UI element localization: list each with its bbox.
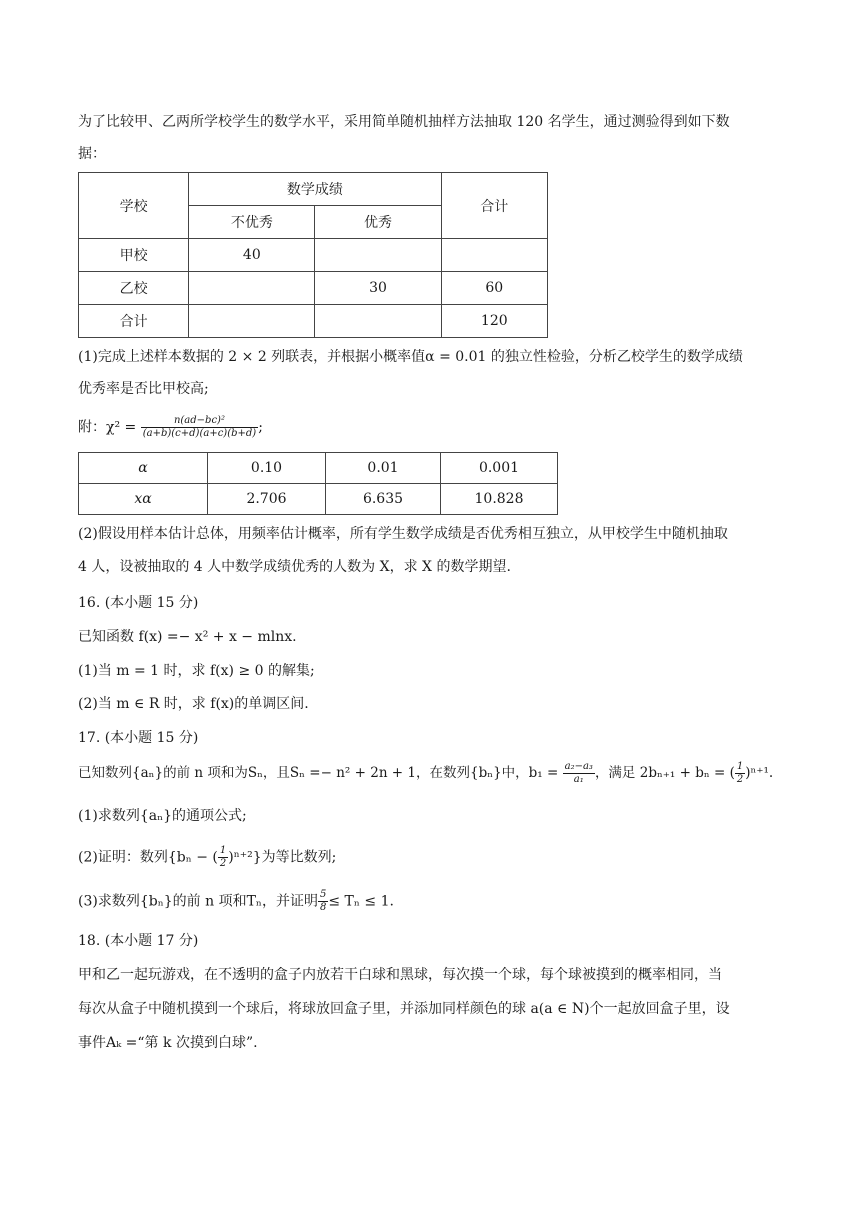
- five-eighths-fraction: [318, 889, 328, 914]
- q17-title: 17. (本小题 15 分): [78, 730, 199, 746]
- q17-part2-b: )ⁿ⁺²}为等比数列;: [228, 849, 337, 866]
- fraction-denominator: 8: [319, 902, 327, 913]
- table-row: [79, 305, 548, 338]
- fraction-numerator: a₂−a₃: [564, 761, 593, 772]
- table-row: [79, 453, 558, 484]
- q17-stem: [78, 761, 786, 786]
- cell-not-excellent: [189, 272, 315, 305]
- q15-appendix-formula: [78, 415, 786, 440]
- fraction-numerator: n(ad−bc)²: [141, 415, 258, 428]
- cell-excellent: 30: [315, 272, 441, 305]
- row-label: 甲校: [79, 239, 189, 272]
- b1-fraction: [563, 761, 595, 786]
- q17-part3-a: (3)求数列{bₙ}的前 n 项和Tₙ，并证明: [78, 893, 318, 910]
- sub-header-not-excellent: 不优秀: [189, 206, 315, 239]
- table-cell: 0.001: [441, 453, 558, 484]
- q18-title: 18. (本小题 17 分): [78, 933, 199, 949]
- fraction-numerator: 5: [319, 889, 327, 900]
- table-cell: 6.635: [326, 484, 441, 515]
- appendix-prefix: 附：χ² =: [78, 419, 137, 436]
- cell-not-excellent: 40: [189, 239, 315, 272]
- contingency-table: [78, 172, 548, 338]
- header-math-score: 数学成绩: [189, 173, 441, 206]
- q16-part2: (2)当 m ∈ R 时，求 f(x)的单调区间.: [78, 696, 309, 712]
- q17-stem-part-c: )ⁿ⁺¹.: [745, 765, 774, 781]
- critical-value-table: [78, 452, 558, 515]
- q15-part2-line1: (2)假设用样本估计总体，用频率估计概率，所有学生数学成绩是否优秀相互独立，从甲校学生中随机抽取: [78, 526, 728, 542]
- q18-line2: 每次从盒子中随机摸到一个球后，将球放回盒子里，并添加同样颜色的球 a(a ∈ N)个一起放回盒子里，设: [78, 1001, 730, 1017]
- q16-stem: 已知函数 f(x) =− x² + x − mlnx.: [78, 629, 297, 645]
- q17-part1: (1)求数列{aₙ}的通项公式;: [78, 808, 247, 824]
- table-row: [79, 272, 548, 305]
- chi-square-fraction: [141, 415, 258, 440]
- q15-part2-line2: 4 人，设被抽取的 4 人中数学成绩优秀的人数为 X，求 X 的数学期望.: [78, 559, 511, 575]
- fraction-denominator: (a+b)(c+d)(a+c)(b+d): [142, 428, 257, 439]
- cell-not-excellent: [189, 305, 315, 338]
- fraction-denominator: 2: [219, 858, 227, 869]
- fraction-denominator: a₁: [573, 774, 584, 785]
- header-total: 合计: [441, 173, 547, 239]
- q17-stem-part-b: ，满足 2bₙ₊₁ + bₙ = (: [594, 765, 735, 781]
- fraction-numerator: 1: [219, 845, 227, 856]
- row-label: 乙校: [79, 272, 189, 305]
- table-row: [79, 239, 548, 272]
- row-label: 合计: [79, 305, 189, 338]
- table-cell: 0.10: [208, 453, 326, 484]
- q16-part1: (1)当 m = 1 时，求 f(x) ≥ 0 的解集;: [78, 663, 315, 679]
- appendix-suffix: ;: [258, 419, 263, 436]
- table-cell: 10.828: [441, 484, 558, 515]
- cell-total: 120: [441, 305, 547, 338]
- q15-part1-line1: (1)完成上述样本数据的 2 × 2 列联表，并根据小概率值α = 0.01 的独立性检验，分析乙校学生的数学成绩: [78, 349, 743, 365]
- table-cell: 2.706: [208, 484, 326, 515]
- q17-part3-b: ≤ Tₙ ≤ 1.: [328, 893, 394, 910]
- fraction-denominator: 2: [736, 774, 744, 785]
- sub-header-excellent: 优秀: [315, 206, 441, 239]
- q18-line3: 事件Aₖ =“第 k 次摸到白球”.: [78, 1035, 258, 1051]
- half-fraction: [735, 761, 745, 786]
- cell-total: [441, 239, 547, 272]
- cell-total: 60: [441, 272, 547, 305]
- x-alpha-header: xα: [79, 484, 208, 515]
- q16-title: 16. (本小题 15 分): [78, 595, 199, 611]
- q17-stem-part-a: 已知数列{aₙ}的前 n 项和为Sₙ，且Sₙ =− n² + 2n + 1，在数列{bₙ}中，b₁ =: [78, 765, 559, 781]
- q17-part2-a: (2)证明：数列{bₙ − (: [78, 849, 218, 866]
- table-row: [79, 484, 558, 515]
- cell-excellent: [315, 239, 441, 272]
- half-fraction: [218, 845, 228, 870]
- intro-line-2: 据：: [78, 146, 106, 162]
- q15-part1-line2: 优秀率是否比甲校高;: [78, 381, 209, 397]
- q17-part3: [78, 889, 786, 914]
- intro-line-1: 为了比较甲、乙两所学校学生的数学水平，采用简单随机抽样方法抽取 120 名学生，通过测验得到如下数: [78, 114, 730, 130]
- q17-part2: [78, 845, 786, 870]
- q18-line1: 甲和乙一起玩游戏，在不透明的盒子内放若干白球和黑球，每次摸一个球，每个球被摸到的概率相同，当: [78, 967, 722, 983]
- table-cell: 0.01: [326, 453, 441, 484]
- header-school: 学校: [79, 173, 189, 239]
- cell-excellent: [315, 305, 441, 338]
- fraction-numerator: 1: [736, 761, 744, 772]
- alpha-header: α: [79, 453, 208, 484]
